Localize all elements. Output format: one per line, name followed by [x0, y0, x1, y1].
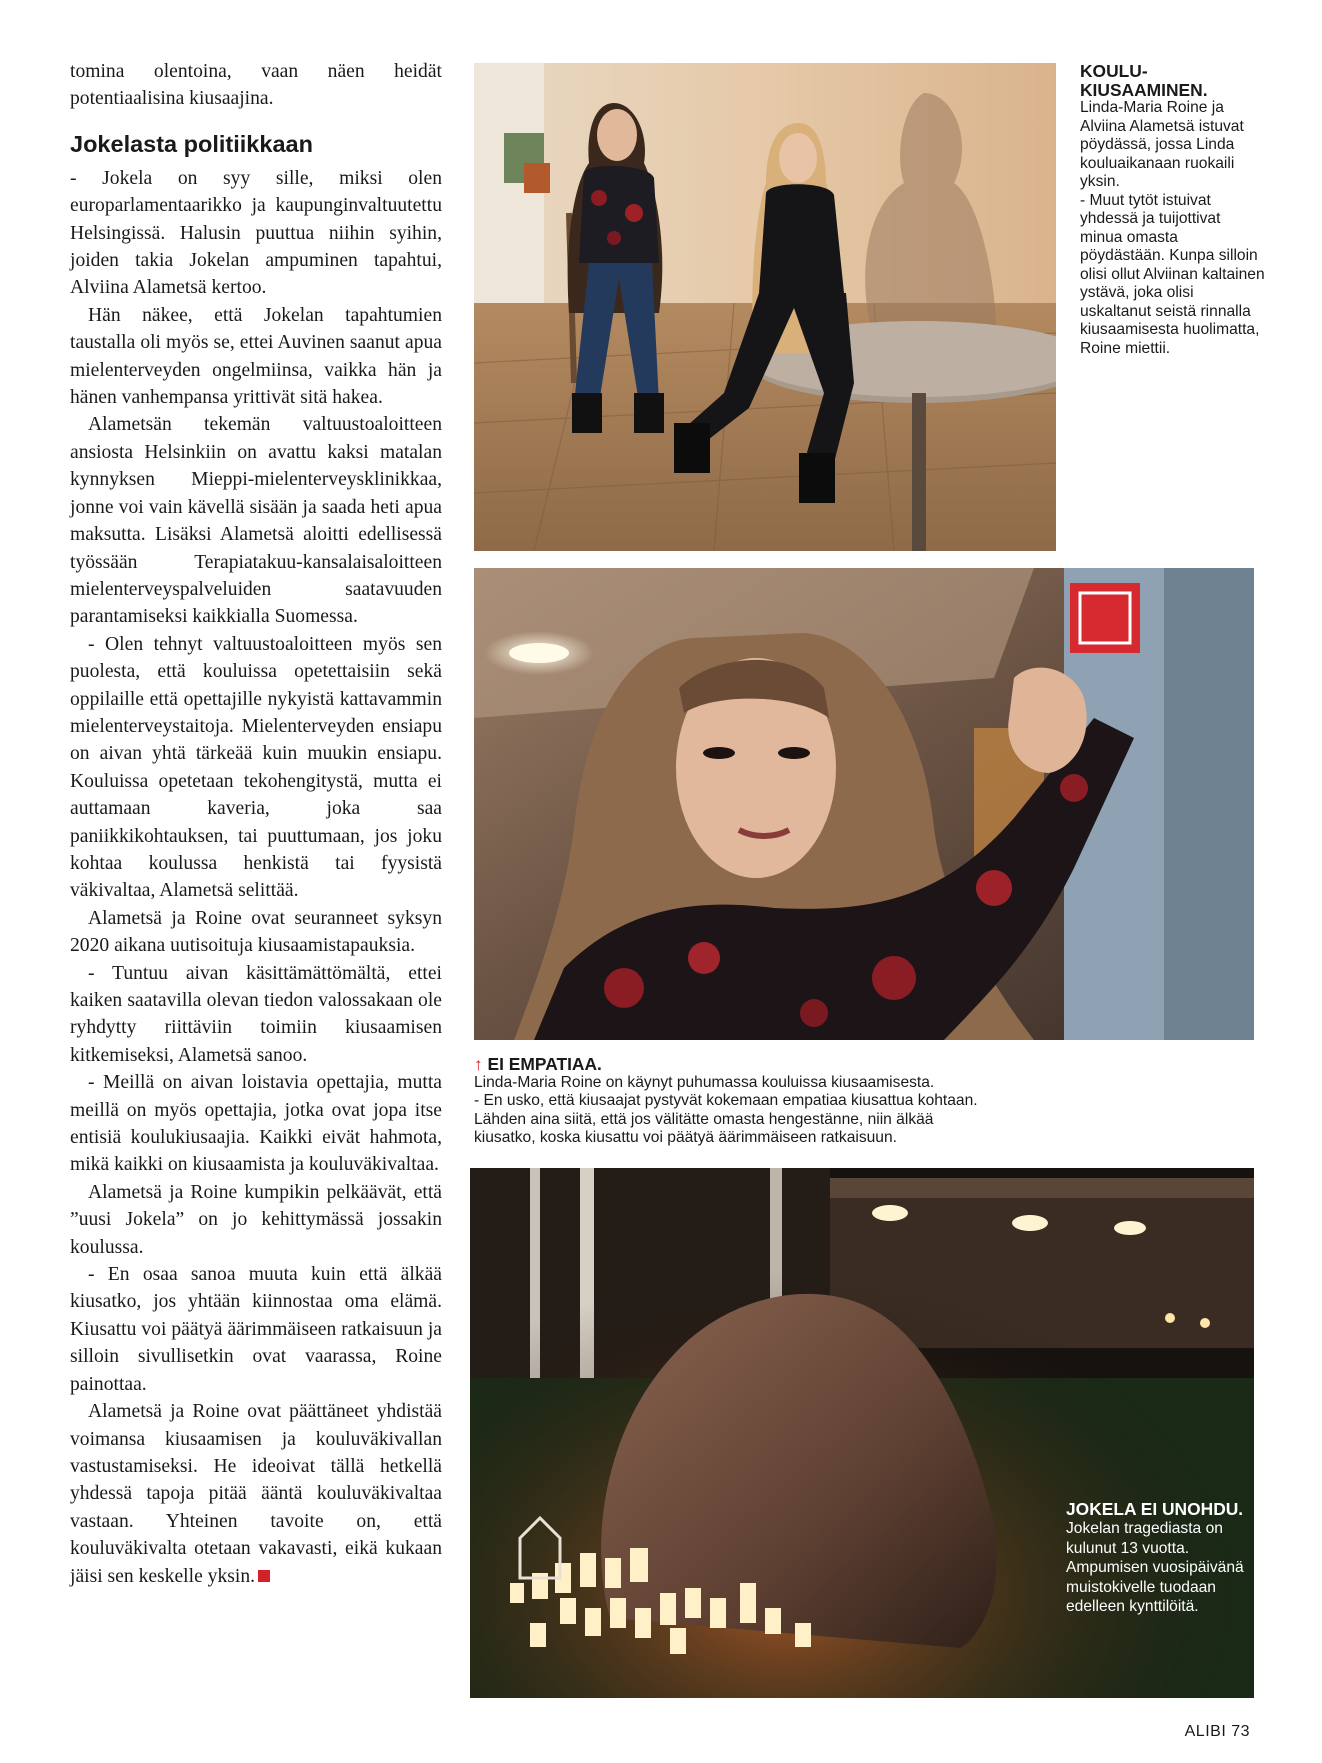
caption-jokela-ei-unohdu: [1066, 1500, 1246, 1617]
caption-line: Lähden aina siitä, että jos välitätte omasta hengestänne, niin älkää: [474, 1110, 934, 1128]
article-column: [70, 58, 442, 1590]
article-paragraph: Hän näkee, että Jokelan tapahtumien taustalla oli myös se, ettei Auvinen saanut apua mielenterveyden ongelmiinsa, vaikka hän ja hänen vanhempansa yrittivät sitä hakea.: [70, 304, 442, 409]
article-paragraph: Alametsä ja Roine ovat päättäneet yhdistää voimansa kiusaamisen ja kouluväkivallan vastustamiseksi. He ideoivat tällä hetkellä yhdessä tapoja pitää ääntä kouluväkivaltaa vastaan. Yhteinen tavoite on, että kouluväkivalta otetaan vakavasti, eikä kukaan jäisi sen keskelle yksin.: [70, 1401, 442, 1587]
caption-ei-empatiaa: [474, 1055, 1254, 1148]
caption-body: Jokelan tragediasta on kulunut 13 vuotta. Ampumisen vuosipäivänä muistokivelle tuodaan edelleen kynttilöitä.: [1066, 1520, 1244, 1615]
caption-title: EI EMPATIAA.: [487, 1054, 602, 1074]
caption-koulukiusaaminen: [1080, 62, 1265, 358]
article-last-paragraph: [70, 1398, 442, 1590]
caption-quote: - Muut tytöt istuivat yhdessä ja tuijottivat minua omasta pöydästään. Kunpa silloin olisi ollut Alviinan kaltainen ystävä, joka olisi uskaltanut seistä rinnalla kiusaamisesta huolimatta, Roine miettii.: [1080, 191, 1265, 357]
caption-title: KOULU-KIUSAAMINEN.: [1080, 61, 1208, 100]
article-paragraph: Alametsä ja Roine ovat seuranneet syksyn 2020 aikana uutisoituja kiusaamistapauksia.: [70, 907, 442, 957]
article-paragraph: - Tuntuu aivan käsittämättömältä, ettei kaiken saatavilla olevan tiedon valossakaan ole ryhdytty riittäviin toimiin kiusaamisen kitkemiseksi, Alametsä sanoo.: [70, 962, 442, 1066]
arrow-up-icon: ↑: [474, 1054, 483, 1074]
caption-line: Linda-Maria Roine on käynyt puhumassa kouluissa kiusaamisesta.: [474, 1073, 935, 1091]
photo-two-women-cafeteria: [474, 63, 1056, 551]
article-paragraph: tomina olentoina, vaan näen heidät potentiaalisina kiusaajina.: [70, 61, 442, 110]
article-paragraph: - Olen tehnyt valtuustoaloitteen myös sen puolesta, että kouluissa opetettaisiin sekä oppilaille että opettajille nykyistä kattavammin mielenterveystaitoja. Mielenterveyden ensiapu on aivan yhtä tärkeää kuin muukin ensiapu. Kouluissa opetetaan tekohengitystä, mutta ei auttamaan kaveria, joka saa paniikkikohtauksen, tai puuttumaan, jos joku kohtaa koulussa henkistä tai fyysistä väkivaltaa, Alametsä selittää.: [70, 633, 442, 902]
photo-memorial-stone-candles: [470, 1168, 1254, 1698]
article-paragraph: - Jokela on syy sille, miksi olen europarlamentaarikko ja kaupunginvaltuutettu Helsingissä. Halusin puuttua niihin syihin, joiden takia Jokelan ampuminen tapahtui, Alviina Alametsä kertoo.: [70, 167, 442, 299]
article-paragraph: - En osaa sanoa muuta kuin että älkää kiusatko, jos yhtään kiinnostaa oma elämä. Kiusattu voi päätyä äärimmäiseen ratkaisuun ja silloin sivullisetkin ovat vaarassa, Roine painottaa.: [70, 1264, 442, 1395]
article-paragraph: Alametsä ja Roine kumpikin pelkäävät, että ”uusi Jokela” on jo kehittymässä jossakin koulussa.: [70, 1181, 442, 1258]
caption-title: JOKELA EI UNOHDU.: [1066, 1499, 1244, 1519]
end-mark-icon: [258, 1570, 270, 1582]
article-paragraph: Alametsän tekemän valtuustoaloitteen ansiosta Helsinkiin on avattu kaksi matalan kynnyksen Mieppi-mielenterveysklinikkaa, jonne voi vain kävellä sisään ja saada heti apua maksutta. Lisäksi Alametsä aloitti edellisessä työssään Terapiatakuu-kansalaisaloitteen mielenterveyspalveluiden saatavuuden parantamiseksi kaikkialla Suomessa.: [70, 414, 442, 628]
section-heading: Jokelasta politiikkaan: [70, 130, 313, 157]
photo-portrait-hallway: [474, 568, 1254, 1040]
caption-body: Linda-Maria Roine ja Alviina Alametsä istuvat pöydässä, jossa Linda kouluaikanaan ruokaili yksin.: [1080, 99, 1244, 190]
page-number: ALIBI 73: [1184, 1723, 1250, 1740]
caption-line: kiusatko, koska kiusattu voi päätyä äärimmäiseen ratkaisuun.: [474, 1129, 897, 1146]
article-paragraph: - Meillä on aivan loistavia opettajia, mutta meillä on myös opettajia, jotka ovat jopa itse entisiä koulukiusaajia. Kaikki eivät hahmota, mikä kaikki on kiusaamista ja kouluväkivaltaa.: [70, 1072, 442, 1176]
caption-line: - En usko, että kiusaajat pystyvät kokemaan empatiaa kiusattua kohtaan.: [474, 1092, 978, 1109]
